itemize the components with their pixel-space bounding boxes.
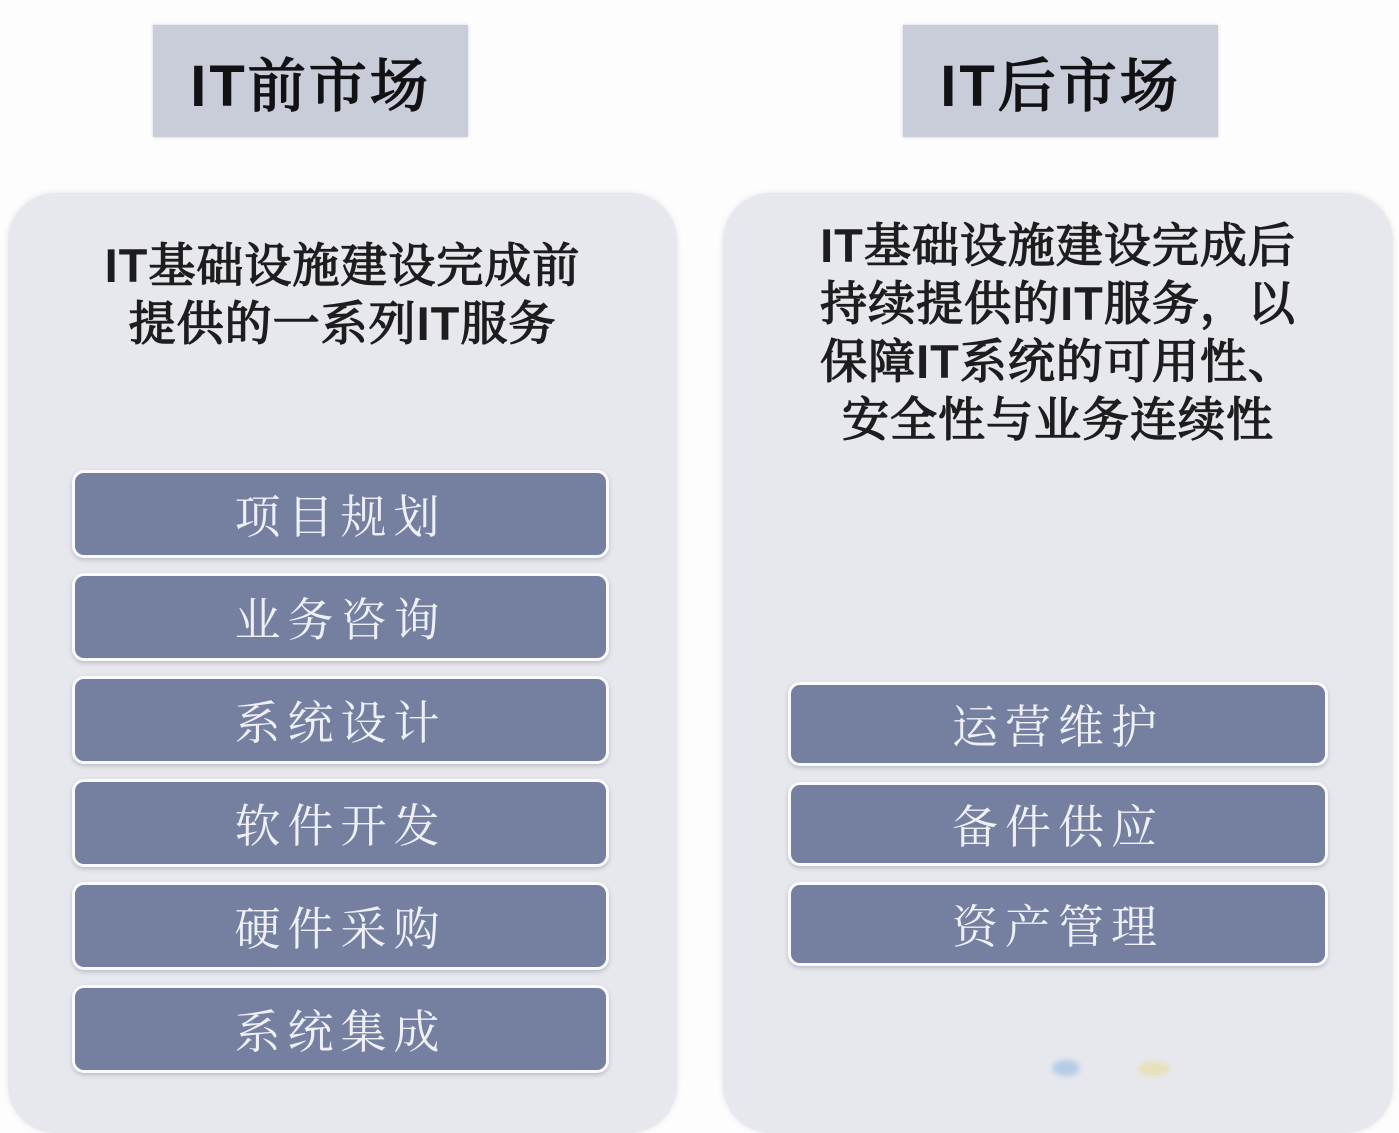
aftermarket-description-line: 安全性与业务连续性 xyxy=(842,393,1274,446)
premarket-description-line: 提供的一系列IT服务 xyxy=(128,297,557,350)
aftermarket-description-line: 持续提供的IT服务，以 xyxy=(820,277,1296,330)
premarket-service-list xyxy=(72,470,609,1073)
service-box-system-integration: 系统集成 xyxy=(72,985,609,1073)
service-box-system-design: 系统设计 xyxy=(72,676,609,764)
aftermarket-header: IT后市场 xyxy=(903,25,1218,137)
aftermarket-description xyxy=(723,217,1393,449)
aftermarket-service-list xyxy=(788,682,1328,966)
watermark-logo-fragment xyxy=(1052,1060,1080,1076)
service-box-software-development: 软件开发 xyxy=(72,779,609,867)
aftermarket-description-line: 保障IT系统的可用性、 xyxy=(820,335,1296,388)
service-box-spare-parts-supply: 备件供应 xyxy=(788,782,1328,866)
premarket-description xyxy=(8,237,677,353)
watermark-logo-fragment xyxy=(1138,1062,1170,1076)
service-box-business-consulting: 业务咨询 xyxy=(72,573,609,661)
aftermarket-panel xyxy=(723,193,1393,1133)
premarket-panel xyxy=(8,193,677,1133)
aftermarket-description-line: IT基础设施建设完成后 xyxy=(820,219,1296,272)
service-box-hardware-procurement: 硬件采购 xyxy=(72,882,609,970)
premarket-description-line: IT基础设施建设完成前 xyxy=(104,239,581,292)
service-box-asset-management: 资产管理 xyxy=(788,882,1328,966)
service-box-operation-maintenance: 运营维护 xyxy=(788,682,1328,766)
premarket-header: IT前市场 xyxy=(153,25,468,137)
service-box-project-planning: 项目规划 xyxy=(72,470,609,558)
